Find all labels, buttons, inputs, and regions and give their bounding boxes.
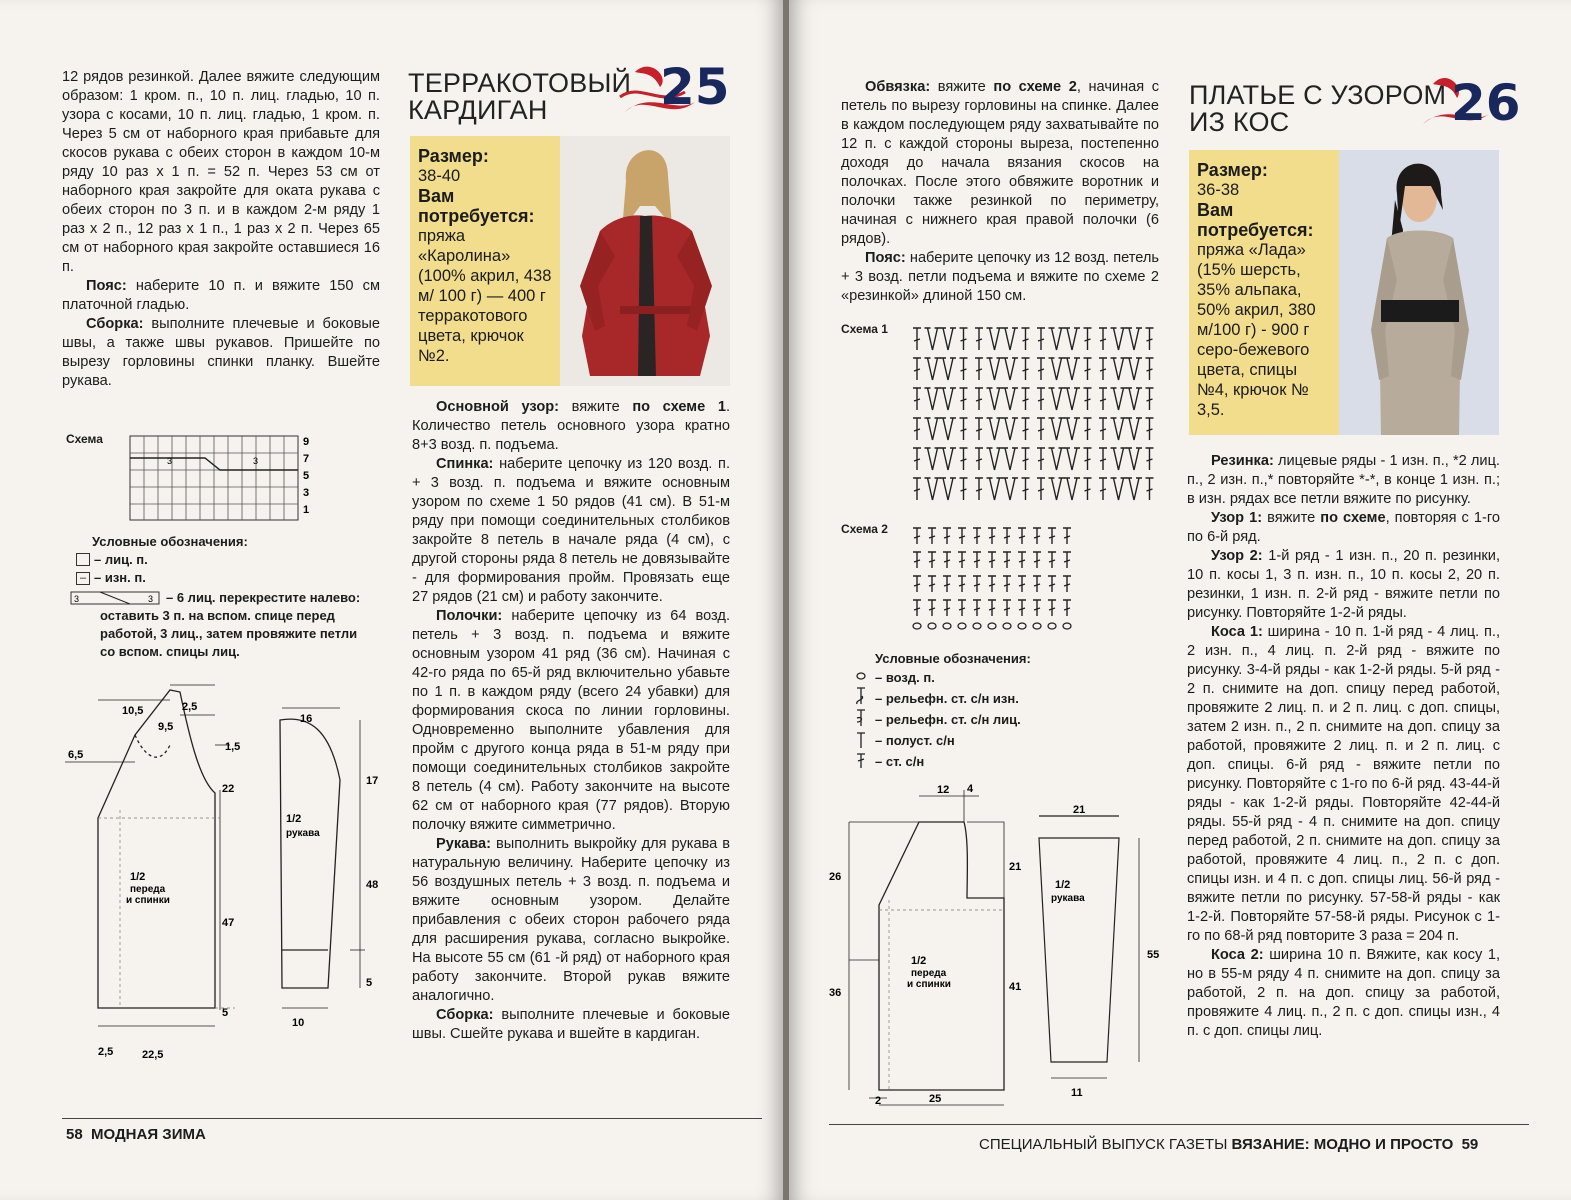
row-number: 3 (303, 487, 310, 499)
dim-label: 21 (1073, 804, 1086, 816)
assembly-paragraph: Сборка: выполните плечевые и боковые швы, а также швы рукавов. Пришейте по вырезу горловины спинки планку. Вшейте рукава. (62, 316, 380, 389)
sleeve-label: 1/2 (286, 813, 302, 825)
cross-number: 3 (167, 456, 173, 466)
magazine-title: МОДНАЯ ЗИМА (91, 1126, 206, 1143)
sleeve-label: рукава (286, 828, 320, 839)
dim-label: 17 (366, 775, 379, 787)
left-col2-text (412, 398, 730, 1044)
dim-label: 10,5 (122, 705, 144, 717)
dim-label: 2,5 (98, 1046, 114, 1058)
cable2-paragraph: Коса 2: ширина 10 п. Вяжите, как косу 1, но в 55-м ряду 4 п. снимите на доп. спицу за работой, 2 п. на доп. спицу за работой, провяжите 4 лиц. п., 2 п. с доп. спицы изн., 4 п. с доп. спицы лиц. (1187, 947, 1501, 1039)
dim-label: 22,5 (142, 1049, 164, 1061)
scheme2-label: Схема 2 (841, 522, 888, 536)
dim-label: 5 (222, 1007, 229, 1019)
right-col1-text (841, 78, 1159, 306)
project-number-26: 26 (1451, 74, 1521, 132)
body-label: переда (130, 884, 166, 895)
edging-paragraph: Обвязка: вяжите по схеме 2, начиная с петель по вырезу горловины на спинке. Далее в каждом последующем ряду захватывайте по 12 п. с каждой стороны выреза, постепенно доходя до начала вязания скосов на полочках. После этого обвяжите воротник и полочки также резинкой по периметру, начиная с нижнего края правой полочки (6 рядов). (841, 79, 1160, 247)
dim-label: 2 (875, 1095, 882, 1107)
legend-title: Условные обозначения: (92, 534, 248, 549)
pattern1-paragraph: Узор 1: вяжите по схеме, повторяя с 1-го по 6-й ряд. (1187, 510, 1501, 545)
svg-text:3: 3 (74, 594, 80, 604)
right-page (789, 0, 1571, 1200)
left-footer (66, 1126, 206, 1143)
row-number: 1 (303, 504, 310, 516)
page-number: 58 (66, 1126, 83, 1143)
belt-paragraph: Пояс: наберите 10 п. и вяжите 150 см платочной гладью. (62, 278, 380, 313)
left-legend (92, 533, 372, 551)
back-paragraph: Спинка: наберите цепочку из 120 возд. п. + 3 возд. п. подъема и вяжите основным узором по схеме 1 50 рядов (41 см). В 51-м ряду при помощи соединительных столбиков закройте 8 петель в начале ряда (4 см), с другой стороны ряда 8 петель не довязывайте - для формирования пройм. Провязать еще 27 рядов (21 см) и работу закончите. (412, 456, 730, 605)
body-label: и спинки (126, 895, 170, 906)
left-col1-text (62, 68, 380, 391)
pattern2-paragraph: Узор 2: 1-й ряд - 1 изн. п., 20 п. резинки, 10 п. косы 1, 3 п. изн. п., 10 п. косы 2, 20 п. резинки, 1 изн. п. 2-й ряд - вяжите петли по рисунку. Повторяйте 1-2-й ряды. (1187, 548, 1500, 621)
legend-knit: – лиц. п. (94, 552, 148, 567)
legend-cross: – 6 лиц. перекрестите налево: оставить 3 п. на вспом. спице перед работой, 3 лиц., затем провяжите петли со вспом. спицы лиц. (100, 590, 361, 659)
cable1-paragraph: Коса 1: ширина - 10 п. 1-й ряд - 4 лиц. п., 2 изн. п., 4 лиц. п. 2-й ряд - вяжите по рисунку. 3-4-й ряды - как 1-2-й ряды. 5-й ряд - 2 п. снимите на доп. спицу перед работой, провяжите 2 лиц. п. и 2 п. лиц. с доп. спицы, затем 2 изн. п., 2 п. снимите на доп. спицу за работой, провяжите 2 лиц. п. и 2 п. лиц. с доп. спицы. 6-й ряд - вяжите петли по рисунку. Повторяйте с 1-го по 6-й ряд. 43-44-й ряды - как 1-2-й ряды. Повторяйте 42-44-й ряды. 55-й ряд - 4 п. снимите на доп. спицу перед работой, 2 п. снимите на доп. спицу за работой, провяжите 4 лиц. п., 2 п. с доп. спицы изн. и 4 п. с доп. спицы лиц. 56-й ряд - вяжите петли по рисунку. 57-58-й ряды - как 1-2-й. Повторяйте 57-58-й ряды. Рисунок с 1-го по 68-й ряд повторите 3 раза = 204 п. (1187, 624, 1500, 944)
dim-label: 12 (937, 784, 950, 796)
legend-dc: – ст. с/н (875, 754, 925, 769)
legend-symbols-icon (853, 668, 873, 770)
dim-label: 5 (366, 977, 373, 989)
materials-box: Размер: 38-40 Вам потребуется: пряжа «Каролина» (100% акрил, 438 м/ 100 г) — 400 г терракотового цвета, крючок №2. (410, 136, 560, 386)
project-number-25: 25 (660, 58, 730, 116)
dim-label: 4 (967, 783, 974, 795)
dim-label: 16 (300, 713, 313, 725)
fronts-paragraph: Полочки: наберите цепочку из 64 возд. петель + 3 возд. п. подъема и вяжите основным узором 41 ряд (36 см). Начиная с 42-го ряда по 65-й ряд включительно убавьте по 1 п. в каждом ряду (всего 24 убавки) для формирования скоса по линии горловины. Одновременно выполните убавления для пройм с другого конца ряда в 51-м ряду при помощи соединительных столбиков закройте 8 петель (4 см). Работу закончите на высоте 62 см от наборного края (77 рядов). Вторую полочку вяжите симметрично. (412, 608, 730, 833)
sleeves-paragraph: Рукава: выполнить выкройку для рукава в натуральную величину. Наберите цепочку из 56 воздушных петель + 3 возд. п. подъема и вяжите основным узором. Делайте прибавления с обеих сторон рабочего ряда для расширения рукава, согласно выкройке. На высоте 55 см (61 -й ряд) от наборного края работу закончите. Второй рукав вяжите аналогично. (412, 836, 730, 1004)
legend-relief-purl: – рельефн. ст. с/н изн. (875, 691, 1019, 706)
knit-scheme (125, 430, 325, 526)
right-footer (979, 1136, 1478, 1153)
dress-photo (1339, 150, 1499, 435)
dim-label: 47 (222, 917, 235, 929)
knit-symbol-icon (76, 553, 90, 566)
dim-label: 41 (1009, 981, 1022, 993)
legend-relief-knit: – рельефн. ст. с/н лиц. (875, 712, 1021, 727)
assembly2-paragraph: Сборка: выполните плечевые и боковые швы. Сшейте рукава и вшейте в кардиган. (412, 1007, 730, 1042)
crochet-scheme-2 (909, 520, 1084, 635)
dim-label: 55 (1147, 949, 1160, 961)
row-number: 5 (303, 470, 310, 482)
left-pattern-drawing (60, 670, 390, 1070)
dim-label: 25 (929, 1093, 942, 1105)
svg-text:3: 3 (148, 594, 154, 604)
body-label: и спинки (907, 979, 951, 990)
footer-rule (62, 1118, 762, 1119)
scheme1-label: Схема 1 (841, 322, 888, 336)
title-cardigan: ТЕРРАКОТОВЫЙ КАРДИГАН (408, 68, 632, 125)
row-number: 9 (303, 436, 310, 448)
newspaper-name: ВЯЗАНИЕ: МОДНО И ПРОСТО (1231, 1136, 1454, 1153)
cardigan-photo (560, 136, 730, 386)
right-pattern-drawing (829, 780, 1169, 1110)
materials-box-2: Размер: 36-38 Вам потребуется: пряжа «Лада» (15% шерсть, 35% альпака, 50% акрил, 380 м/100 г) - 900 г серо-бежевого цвета, спицы №4, крючок № 3,5. (1189, 150, 1339, 435)
right-legend: Условные обозначения: (875, 651, 1031, 666)
dim-label: 2,5 (182, 701, 198, 713)
body-label: 1/2 (130, 871, 146, 883)
body-label: 1/2 (911, 955, 927, 967)
dim-label: 6,5 (68, 749, 84, 761)
belt2-paragraph: Пояс: наберите цепочку из 12 возд. петель + 3 возд. петли подъема и вяжите по схеме 2 «резинкой» длиной 150 см. (841, 250, 1159, 304)
legend-chain: – возд. п. (875, 670, 935, 685)
sleeve-label: 1/2 (1055, 879, 1071, 891)
dim-label: 21 (1009, 861, 1022, 873)
dim-label: 11 (1071, 1087, 1083, 1099)
dim-label: 22 (222, 783, 235, 795)
dim-label: 10 (292, 1017, 305, 1029)
row-number: 7 (303, 453, 310, 465)
purl-symbol-icon: – (76, 572, 90, 585)
crochet-scheme-1 (909, 320, 1169, 505)
dim-label: 9,5 (158, 721, 174, 733)
scheme-label: Схема (66, 432, 103, 446)
right-col2-text (1187, 452, 1500, 1041)
dim-label: 48 (366, 879, 379, 891)
dim-label: 26 (829, 871, 842, 883)
page-number: 59 (1461, 1136, 1479, 1153)
dim-label: 1,5 (225, 741, 241, 753)
legend-purl: – изн. п. (94, 570, 146, 585)
dim-label: 36 (829, 987, 842, 999)
title-dress: ПЛАТЬЕ С УЗОРОМ ИЗ КОС (1189, 80, 1447, 137)
newspaper-title: СПЕЦИАЛЬНЫЙ ВЫПУСК ГАЗЕТЫ (979, 1136, 1232, 1153)
main-pattern-paragraph: Основной узор: вяжите по схеме 1. Количество петель основного узора кратно 8+3 возд. п. подъема. (412, 399, 731, 453)
legend-half-dc: – полуст. с/н (875, 733, 955, 748)
cross-number: 3 (253, 456, 259, 466)
body-label: переда (911, 968, 947, 979)
left-page (0, 0, 783, 1200)
rib-paragraph: Резинка: лицевые ряды - 1 изн. п., *2 лиц. п., 2 изн. п.,* повторяйте *-*, в конце 1 изн. п.; в изн. рядах все петли вяжите по рисунку. (1187, 453, 1500, 507)
footer-rule (829, 1124, 1529, 1125)
sleeve-label: рукава (1051, 893, 1085, 904)
sleeve-continuation: 12 рядов резинкой. Далее вяжите следующим образом: 1 кром. п., 10 п. лиц. гладью, 10 п. узора с косами, 10 п. лиц. гладью, 1 кром. п. Через 5 см от наборного края прибавьте для скосов рукава с обеих сторон в каждом 10-м ряду 10 раз х 1 п. = 52 п. Через 53 см от наборного края закройте для оката рукава с обеих сторон по 3 п. и в каждом 2-м ряду 1 раз х 2 п., 12 раз х 1 п., 1 раз х 2 п. Через 65 см от наборного края закройте оставшиеся 16 п. (62, 69, 380, 275)
right-legend-items (875, 667, 1021, 772)
